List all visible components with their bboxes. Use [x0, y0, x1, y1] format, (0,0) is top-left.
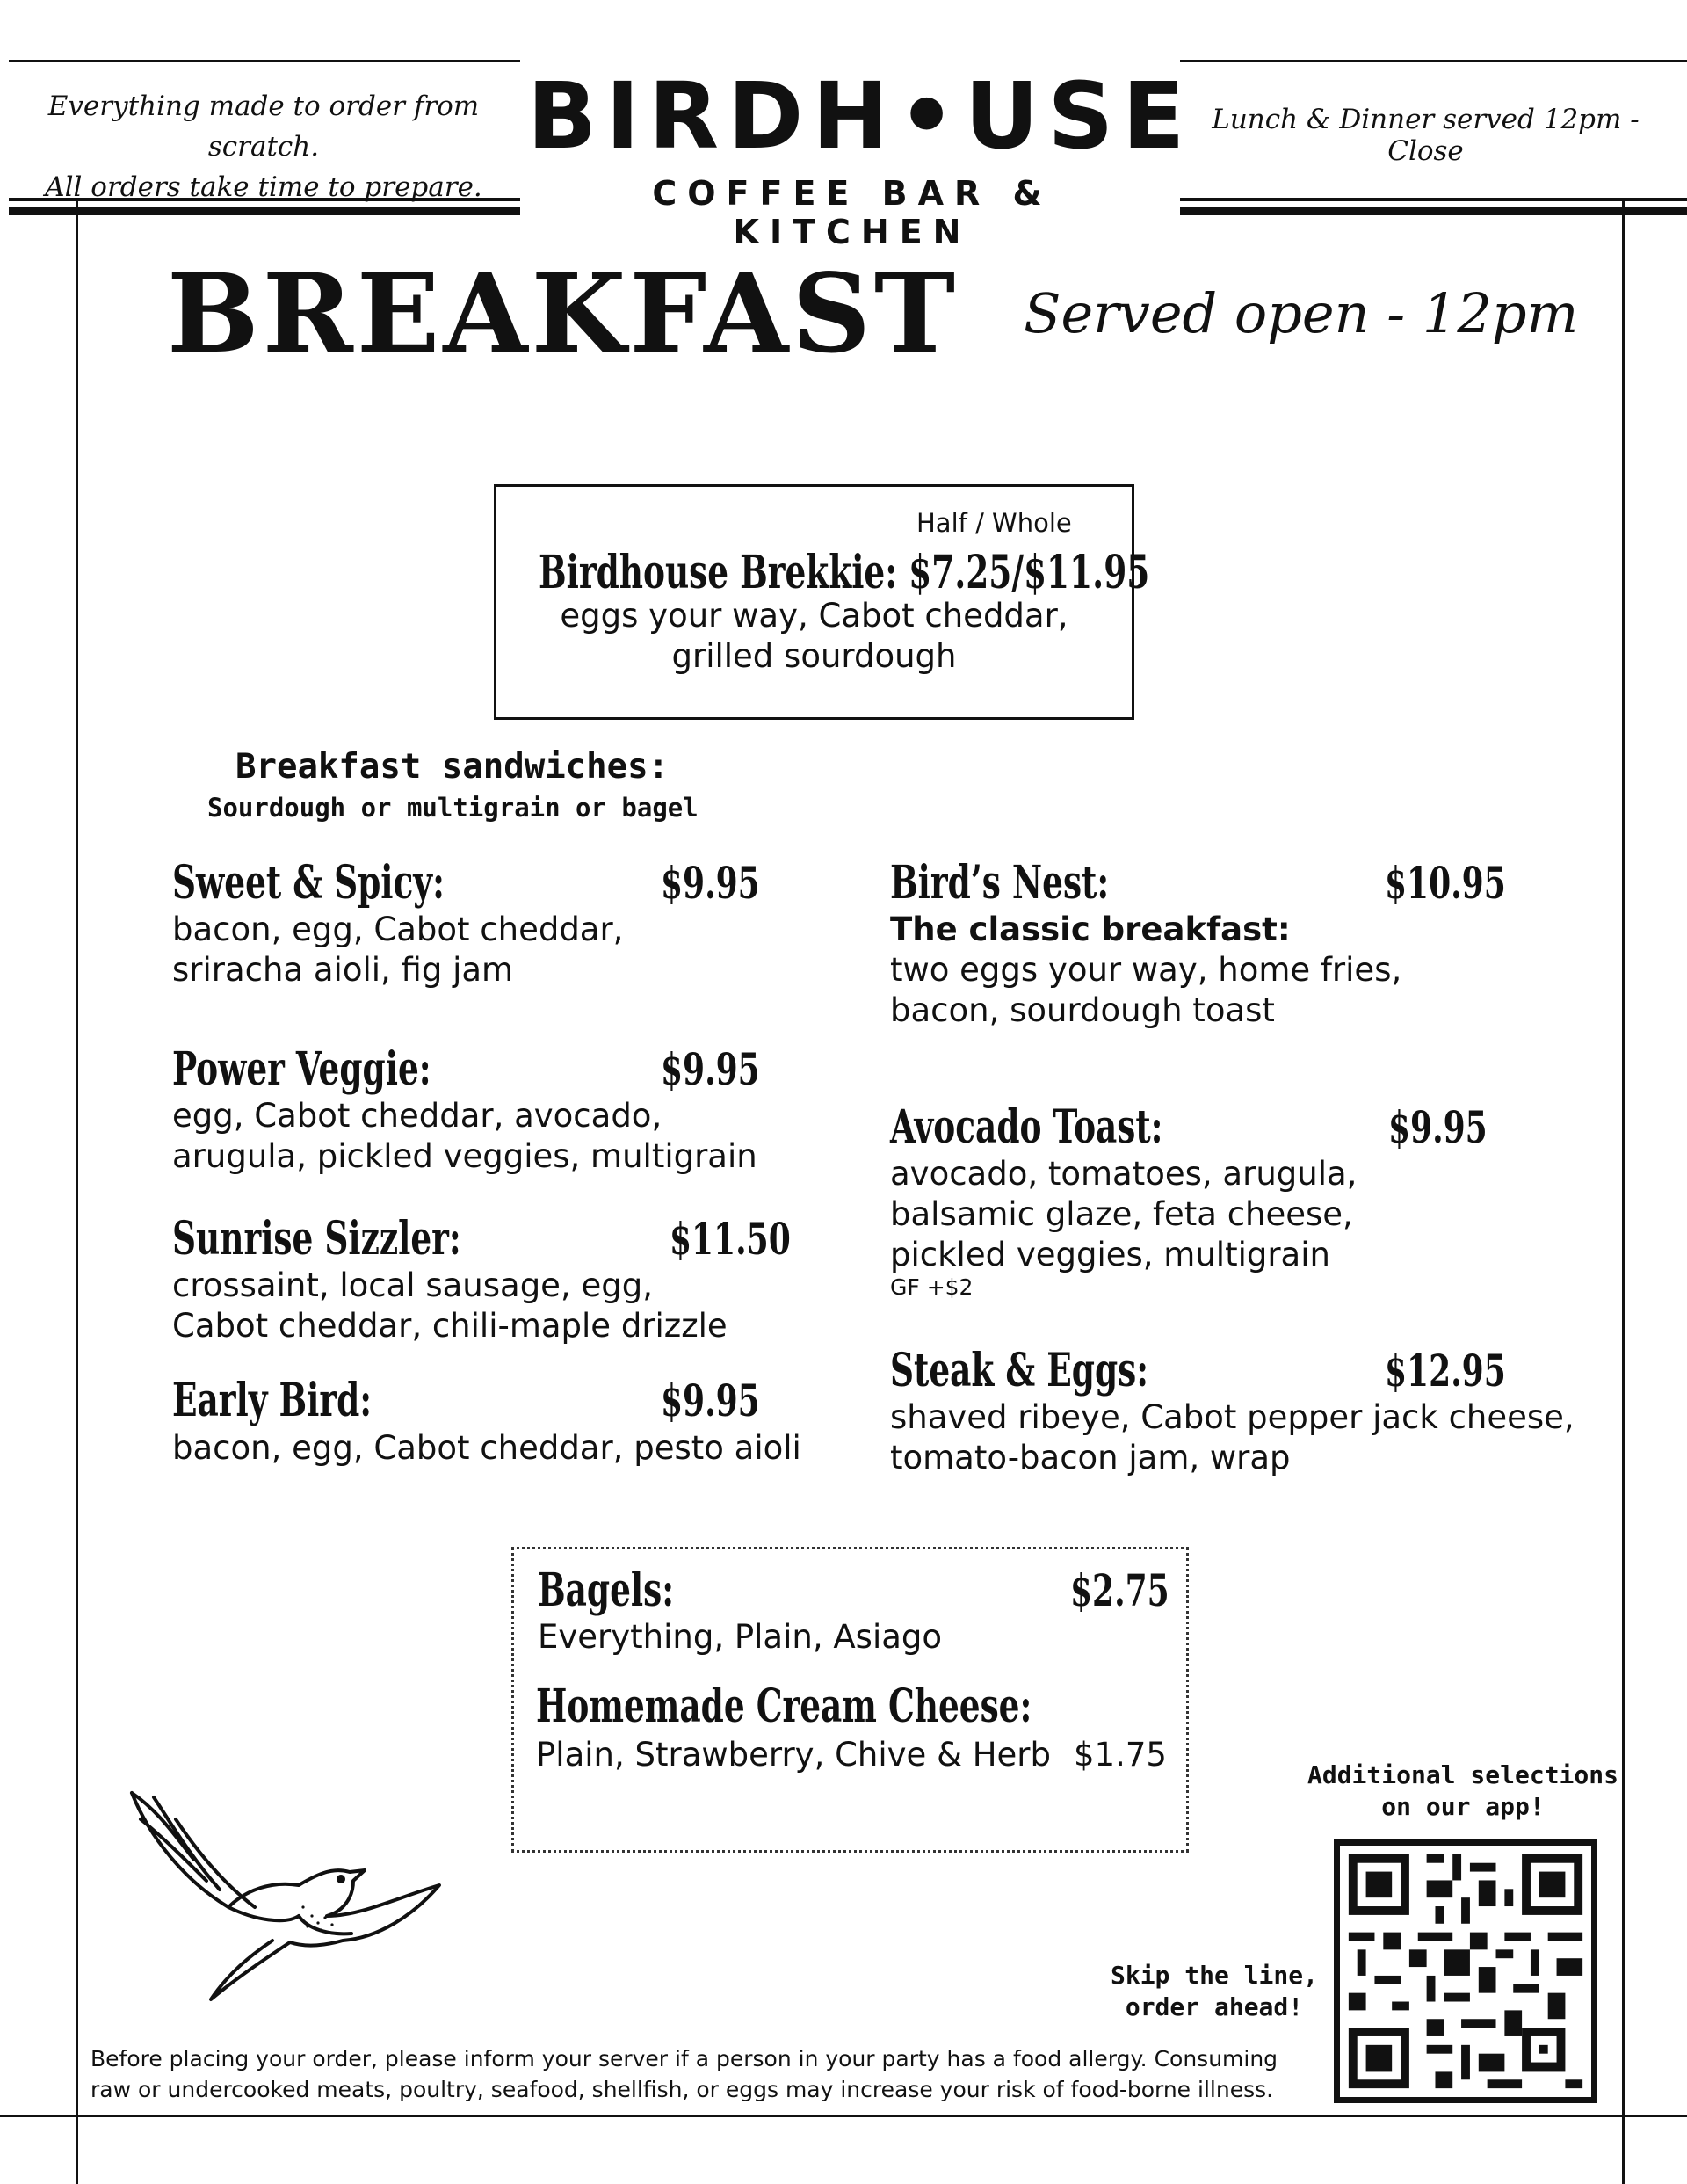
item-price: $9.95 [661, 1375, 760, 1426]
allergy-line-1: Before placing your order, please inform your server if a person in your party has a food allergy. Consuming [91, 2046, 1278, 2072]
featured-desc-line-2: grilled sourdough [671, 637, 957, 675]
size-label: Half / Whole [916, 508, 1072, 538]
item-name: Early Bird: [172, 1374, 373, 1427]
page-title: BREAKFAST [167, 250, 959, 378]
item-price: $9.95 [661, 1043, 760, 1095]
order-ahead-line-2: order ahead! [1125, 1992, 1304, 2021]
item-desc [890, 1154, 1357, 1275]
item-desc [172, 1266, 728, 1346]
desc-line: egg, Cabot cheddar, avocado, [172, 1097, 662, 1135]
item-name: Bird’s Nest: [890, 856, 1110, 910]
desc-line: Cabot cheddar, chili-maple drizzle [172, 1307, 728, 1345]
item-price: $10.95 [1385, 857, 1506, 909]
item-subhead: The classic breakfast: [890, 911, 1291, 948]
desc-line: sriracha aioli, fig jam [172, 951, 514, 989]
logo-subtitle: COFFEE BAR & KITCHEN [652, 174, 1053, 251]
menu-item-sweet-spicy [172, 857, 550, 910]
order-ahead-line-1: Skip the line, [1110, 1961, 1318, 1990]
menu-item-birds-nest [890, 857, 1194, 910]
bottom-rule [0, 2115, 1687, 2117]
top-left-rule [9, 60, 520, 62]
gluten-free-note: GF +$2 [890, 1274, 974, 1300]
desc-line: bacon, egg, Cabot cheddar, pesto aioli [172, 1429, 801, 1467]
desc-line: pickled veggies, multigrain [890, 1236, 1330, 1273]
left-border [76, 198, 78, 2184]
item-desc [890, 910, 1401, 1031]
sandwiches-subheading: Sourdough or multigrain or bagel [207, 793, 699, 823]
qr-code-icon [1340, 1846, 1591, 2097]
bird-illustration [123, 1784, 457, 2013]
tagline-line-1: Everything made to order from scratch. [47, 91, 480, 163]
item-price: $11.50 [670, 1213, 791, 1265]
menu-item-sunrise-sizzler [172, 1213, 574, 1266]
allergy-disclaimer [91, 2043, 1278, 2105]
right-border [1622, 198, 1625, 2184]
featured-desc-line-1: eggs your way, Cabot cheddar, [560, 597, 1068, 635]
header-tagline-left [9, 86, 518, 207]
item-name: Sunrise Sizzler: [172, 1212, 461, 1266]
desc-line: arugula, pickled veggies, multigrain [172, 1137, 757, 1175]
menu-item-avocado-toast [890, 1101, 1269, 1154]
header-tagline-right: Lunch & Dinner served 12pm - Close [1212, 104, 1640, 167]
item-name: Homemade Cream Cheese: [536, 1680, 1032, 1733]
sandwiches-heading: Breakfast sandwiches: [235, 747, 670, 787]
served-hours: Served open - 12pm [1024, 281, 1579, 345]
header-right-rule-thick [1180, 207, 1687, 215]
tagline-line-2: All orders take time to prepare. [45, 171, 482, 203]
bagels-price: $2.75 [1070, 1564, 1169, 1616]
item-price: $9.95 [661, 857, 760, 909]
app-promo-line-2: on our app! [1381, 1792, 1545, 1821]
item-name: Sweet & Spicy: [172, 856, 445, 910]
item-desc [172, 1428, 801, 1469]
featured-item-name: Birdhouse Brekkie: $7.25/$11.95 [539, 546, 1150, 599]
top-right-rule [1180, 60, 1687, 62]
cream-cheese-desc: Plain, Strawberry, Chive & Herb [536, 1736, 1051, 1774]
item-name: Bagels: [538, 1564, 675, 1617]
item-name: Steak & Eggs: [890, 1344, 1149, 1397]
qr-code[interactable] [1334, 1839, 1597, 2103]
menu-item-steak-eggs [890, 1345, 1249, 1397]
bagels-item [538, 1564, 727, 1617]
header-left-rule-thick [9, 207, 520, 215]
bird-icon [123, 1784, 457, 2013]
desc-line: avocado, tomatoes, arugula, [890, 1155, 1358, 1193]
item-desc [172, 910, 623, 990]
item-name: Power Veggie: [172, 1042, 431, 1096]
desc-line: crossaint, local sausage, egg, [172, 1266, 653, 1304]
desc-line: shaved ribeye, Cabot pepper jack cheese, [890, 1398, 1575, 1436]
birdhouse-logo: BIRDH•USE [527, 62, 1194, 170]
desc-line: tomato-bacon jam, wrap [890, 1439, 1291, 1477]
app-promo [1292, 1760, 1634, 1823]
bagels-desc: Everything, Plain, Asiago [538, 1618, 943, 1656]
cream-cheese-price: $1.75 [1074, 1736, 1167, 1774]
desc-line: two eggs your way, home fries, [890, 951, 1402, 989]
app-promo-line-1: Additional selections [1307, 1760, 1618, 1789]
featured-item-desc [494, 596, 1134, 677]
item-price: $9.95 [1388, 1101, 1488, 1153]
item-name: Avocado Toast: [890, 1100, 1163, 1154]
item-desc [172, 1096, 757, 1177]
header-right-rule-thin [1180, 198, 1687, 201]
menu-item-power-veggie [172, 1043, 532, 1096]
allergy-line-2: raw or undercooked meats, poultry, seafood, shellfish, or eggs may increase your risk of food-borne illness. [91, 2077, 1274, 2102]
desc-line: bacon, egg, Cabot cheddar, [172, 911, 624, 948]
item-desc [890, 1397, 1575, 1478]
item-price: $12.95 [1385, 1345, 1506, 1397]
menu-item-early-bird [172, 1375, 449, 1427]
desc-line: balsamic glaze, feta cheese, [890, 1195, 1353, 1233]
desc-line: bacon, sourdough toast [890, 991, 1275, 1029]
order-ahead-text [1109, 1960, 1320, 2023]
cream-cheese-item [536, 1680, 1225, 1733]
